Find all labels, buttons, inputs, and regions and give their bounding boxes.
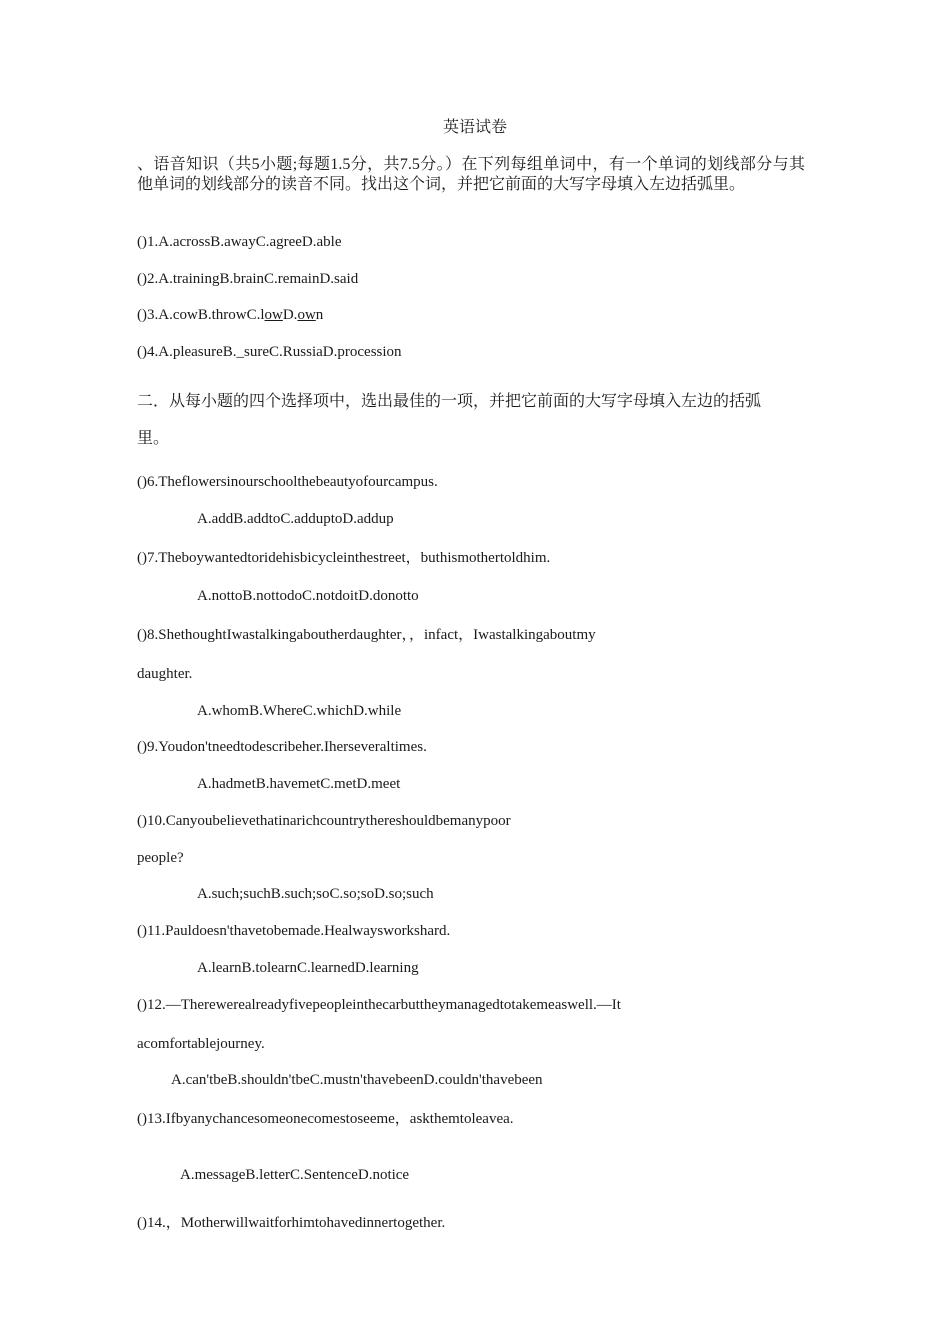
question-3-text-d-label: D. xyxy=(282,307,298,323)
question-10-line1: ()10.Canyoubelievethatinarichcountrythereshouldbemanypoor xyxy=(137,813,511,829)
question-12-line2: acomfortablejourney. xyxy=(137,1036,265,1052)
section1-intro: 、语音知识（共5小题;每题1.5分，共7.5分。）在下列每组单词中，有一个单词的划线部分与其他单词的划线部分的读音不同。找出这个词，并把它前面的大写字母填入左边括弧里。 xyxy=(137,156,805,193)
question-8-options: A.whomB.WhereC.whichD.while xyxy=(197,703,402,719)
question-4: ()4.A.pleasureB._sureC.RussiaD.procession xyxy=(137,344,402,360)
question-12-options: A.can'tbeB.shouldn'tbeC.mustn'thavebeenD.couldn'thavebeen xyxy=(171,1072,543,1088)
question-13: ()13.Ifbyanychancesomeonecomestoseeme，askthemtoleavea. xyxy=(137,1111,514,1127)
question-3-underline-d: ow xyxy=(297,307,316,323)
question-6-options: A.addB.addtoC.adduptoD.addup xyxy=(197,511,394,527)
question-12-line1: ()12.—Therewerealreadyfivepeopleinthecarbuttheymanagedtotakemeaswell.—It xyxy=(137,997,621,1013)
section2-intro-line2: 里。 xyxy=(137,430,170,447)
question-11-options: A.learnB.tolearnC.learnedD.learning xyxy=(197,960,419,976)
question-10-options: A.such;suchB.such;soC.so;soD.so;such xyxy=(197,886,434,902)
question-8-line2: daughter. xyxy=(137,666,193,682)
question-9-options: A.hadmetB.havemetC.metD.meet xyxy=(197,776,401,792)
question-9: ()9.Youdon'tneedtodescribeher.Iherseveraltimes. xyxy=(137,739,427,755)
page-title: 英语试卷 xyxy=(442,119,507,136)
question-13-options: A.messageB.letterC.SentenceD.notice xyxy=(180,1167,410,1183)
question-6: ()6.Theflowersinourschoolthebeautyofourcampus. xyxy=(137,474,438,490)
section2-intro-line1: 二．从每小题的四个选择项中，选出最佳的一项，并把它前面的大写字母填入左边的括弧 xyxy=(137,393,762,410)
question-2: ()2.A.trainingB.brainC.remainD.said xyxy=(137,271,359,287)
question-7: ()7.Theboywantedtoridehisbicycleinthestreet，buthismothertoldhim. xyxy=(137,550,551,566)
question-3-underline-c: ow xyxy=(264,307,283,323)
question-7-options: A.nottoB.nottodoC.notdoitD.donotto xyxy=(197,588,419,604)
question-1: ()1.A.acrossB.awayC.agreeD.able xyxy=(137,234,342,250)
question-3 xyxy=(137,306,323,324)
question-14: ()14.，Motherwillwaitforhimtohavedinnertogether. xyxy=(137,1215,446,1231)
question-8-line1: ()8.ShethoughtIwastalkingaboutherdaughter，，infact，Iwastalkingaboutmy xyxy=(137,627,596,643)
question-3-text-end: n xyxy=(315,307,324,323)
question-10-line2: people? xyxy=(137,850,184,866)
question-11: ()11.Pauldoesn'thavetobemade.Healwaysworkshard. xyxy=(137,923,451,939)
question-3-text-a: ()3.A.cowB.throwC.l xyxy=(137,307,265,323)
